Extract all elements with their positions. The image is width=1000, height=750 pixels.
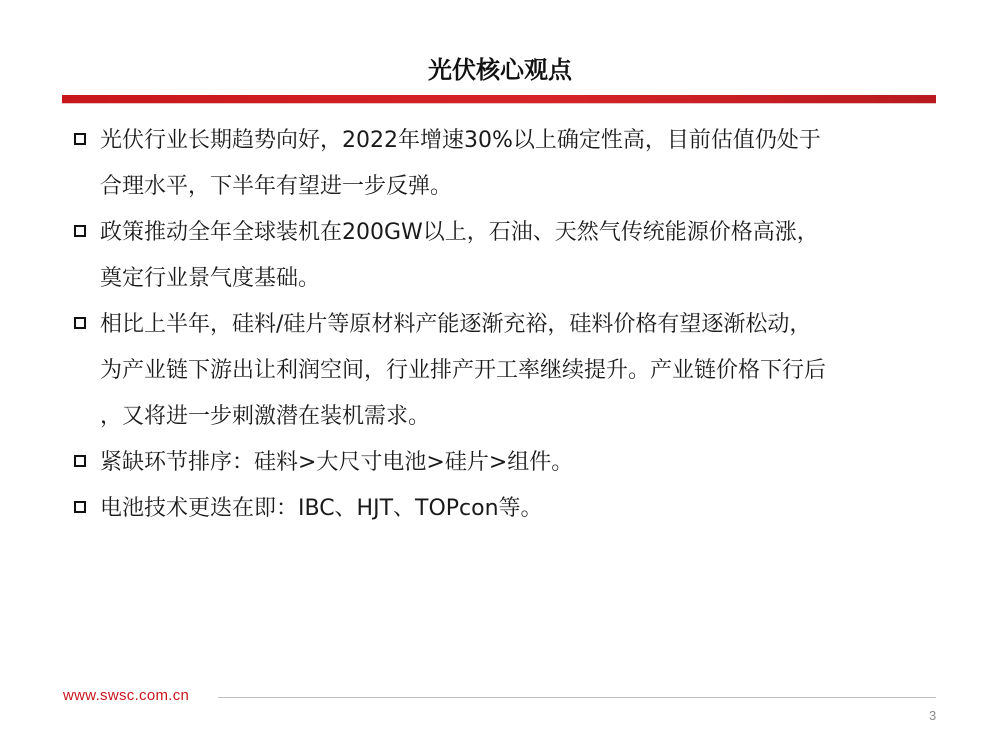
bullet-text-line: 电池技术更迭在即：IBC、HJT、TOPcon等。 bbox=[100, 496, 543, 521]
bullet-text-line: 为产业链下游出让利润空间，行业排产开工率继续提升。产业链价格下行后 bbox=[100, 358, 827, 383]
bullet-item bbox=[70, 210, 950, 302]
page-number: 3 bbox=[929, 708, 937, 723]
bullet-item bbox=[70, 486, 950, 532]
bullet-text-line: 紧缺环节排序：硅料>大尺寸电池>硅片>组件。 bbox=[100, 450, 574, 475]
bullet-text-line: 政策推动全年全球装机在200GW以上，石油、天然气传统能源价格高涨， bbox=[100, 220, 819, 245]
square-bullet-icon bbox=[74, 225, 86, 237]
footer-divider bbox=[218, 697, 936, 698]
bullet-text-line: 合理水平，下半年有望进一步反弹。 bbox=[100, 174, 453, 199]
square-bullet-icon bbox=[74, 501, 86, 513]
title-divider bbox=[62, 95, 936, 103]
footer-website-link[interactable]: www.swsc.com.cn bbox=[63, 687, 190, 704]
bullet-text-line: ，又将进一步刺激潜在装机需求。 bbox=[100, 404, 431, 429]
square-bullet-icon bbox=[74, 317, 86, 329]
bullet-item bbox=[70, 302, 950, 440]
bullet-item bbox=[70, 118, 950, 210]
bullet-text-line: 相比上半年，硅料/硅片等原材料产能逐渐充裕，硅料价格有望逐渐松动， bbox=[100, 312, 812, 337]
slide-title: 光伏核心观点 bbox=[428, 56, 572, 84]
square-bullet-icon bbox=[74, 455, 86, 467]
bullet-list bbox=[70, 118, 950, 532]
bullet-text-line: 光伏行业长期趋势向好，2022年增速30%以上确定性高，目前估值仍处于 bbox=[100, 128, 821, 153]
bullet-text-line: 奠定行业景气度基础。 bbox=[100, 266, 321, 291]
square-bullet-icon bbox=[74, 133, 86, 145]
bullet-item bbox=[70, 440, 950, 486]
title-divider-shadow bbox=[62, 103, 936, 104]
